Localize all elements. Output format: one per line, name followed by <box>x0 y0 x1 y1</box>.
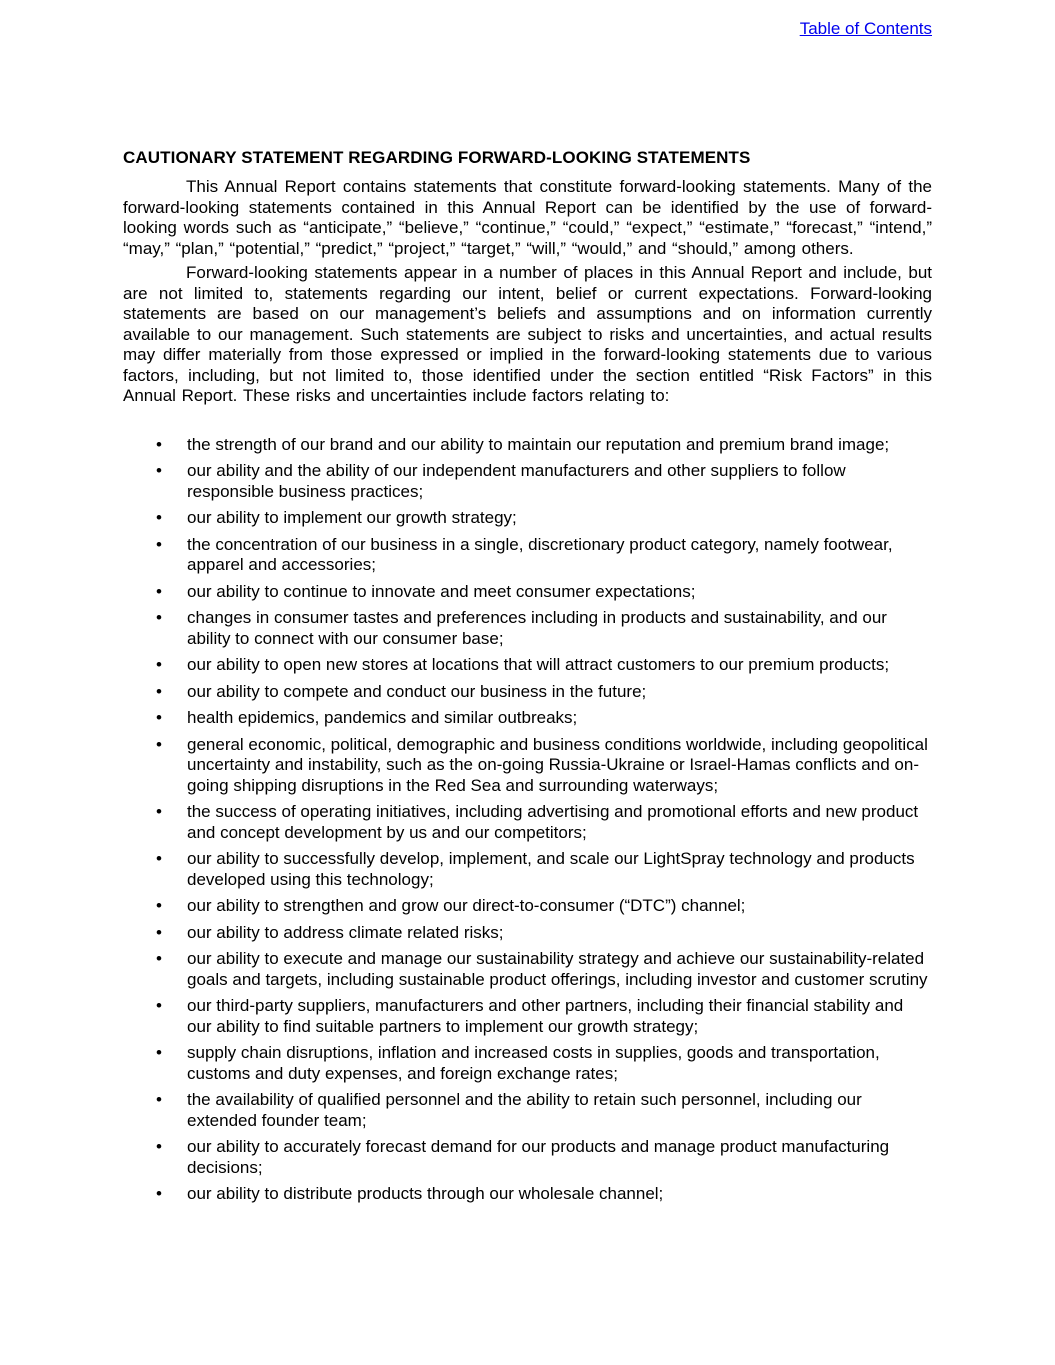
list-item: • health epidemics, pandemics and similar outbreaks; <box>123 708 932 729</box>
page-header <box>123 19 932 39</box>
list-item: • the concentration of our business in a single, discretionary product category, namely footwear, apparel and accessories; <box>123 535 932 576</box>
list-item: • our ability to accurately forecast demand for our products and manage product manufacturing decisions; <box>123 1137 932 1178</box>
list-item: • our ability to open new stores at locations that will attract customers to our premium products; <box>123 655 932 676</box>
list-item: • our third-party suppliers, manufacturers and other partners, including their financial stability and our ability to find suitable partners to implement our growth strategy; <box>123 996 932 1037</box>
risk-factor-bullet-list <box>123 435 932 1205</box>
table-of-contents-link[interactable]: Table of Contents <box>799 19 932 38</box>
paragraph-forward-looking-intro: This Annual Report contains statements that constitute forward-looking statements. Many of the forward-looking statements contained in this Annual Report can be identified by the use of forward-looking words such as “anticipate,” “believe,” “continue,” “could,” “expect,” “estimate,” “forecast,” “intend,” “may,” “plan,” “potential,” “predict,” “project,” “target,” “will,” “would,” and “should,” among others. <box>123 177 932 258</box>
section-heading: CAUTIONARY STATEMENT REGARDING FORWARD-LOOKING STATEMENTS <box>123 148 751 167</box>
list-item: • our ability and the ability of our independent manufacturers and other suppliers to follow responsible business practices; <box>123 461 932 502</box>
list-item: • the success of operating initiatives, including advertising and promotional efforts and new product and concept development by us and our competitors; <box>123 802 932 843</box>
list-item: • our ability to implement our growth strategy; <box>123 508 932 529</box>
list-item: • our ability to strengthen and grow our direct-to-consumer (“DTC”) channel; <box>123 896 932 917</box>
list-item: • the strength of our brand and our ability to maintain our reputation and premium brand image; <box>123 435 932 456</box>
list-item: • our ability to successfully develop, implement, and scale our LightSpray technology and products developed using this technology; <box>123 849 932 890</box>
list-item: • our ability to compete and conduct our business in the future; <box>123 682 932 703</box>
list-item: • the availability of qualified personnel and the ability to retain such personnel, including our extended founder team; <box>123 1090 932 1131</box>
list-item: • our ability to execute and manage our sustainability strategy and achieve our sustainability-related goals and targets, including sustainable product offerings, including investor and customer scrutiny <box>123 949 932 990</box>
list-item: • our ability to distribute products through our wholesale channel; <box>123 1184 932 1205</box>
list-item: • changes in consumer tastes and preferences including in products and sustainability, and our ability to connect with our consumer base; <box>123 608 932 649</box>
list-item: • our ability to address climate related risks; <box>123 923 932 944</box>
list-item: • general economic, political, demographic and business conditions worldwide, including geopolitical uncertainty and instability, such as the on-going Russia-Ukraine or Israel-Hamas conflicts and on-going shipping disruptions in the Red Sea and surrounding waterways; <box>123 735 932 797</box>
list-item: • our ability to continue to innovate and meet consumer expectations; <box>123 582 932 603</box>
paragraph-forward-looking-risks: Forward-looking statements appear in a number of places in this Annual Report and include, but are not limited to, statements regarding our intent, belief or current expectations. Forward-looking statements are based on our management’s beliefs and assumptions and on information currently available to our management. Such statements are subject to risks and uncertainties, and actual results may differ materially from those expressed or implied in the forward-looking statements due to various factors, including, but not limited to, those identified under the section entitled “Risk Factors” in this Annual Report. These risks and uncertainties include factors relating to: <box>123 263 932 405</box>
list-item: • supply chain disruptions, inflation and increased costs in supplies, goods and transportation, customs and duty expenses, and foreign exchange rates; <box>123 1043 932 1084</box>
